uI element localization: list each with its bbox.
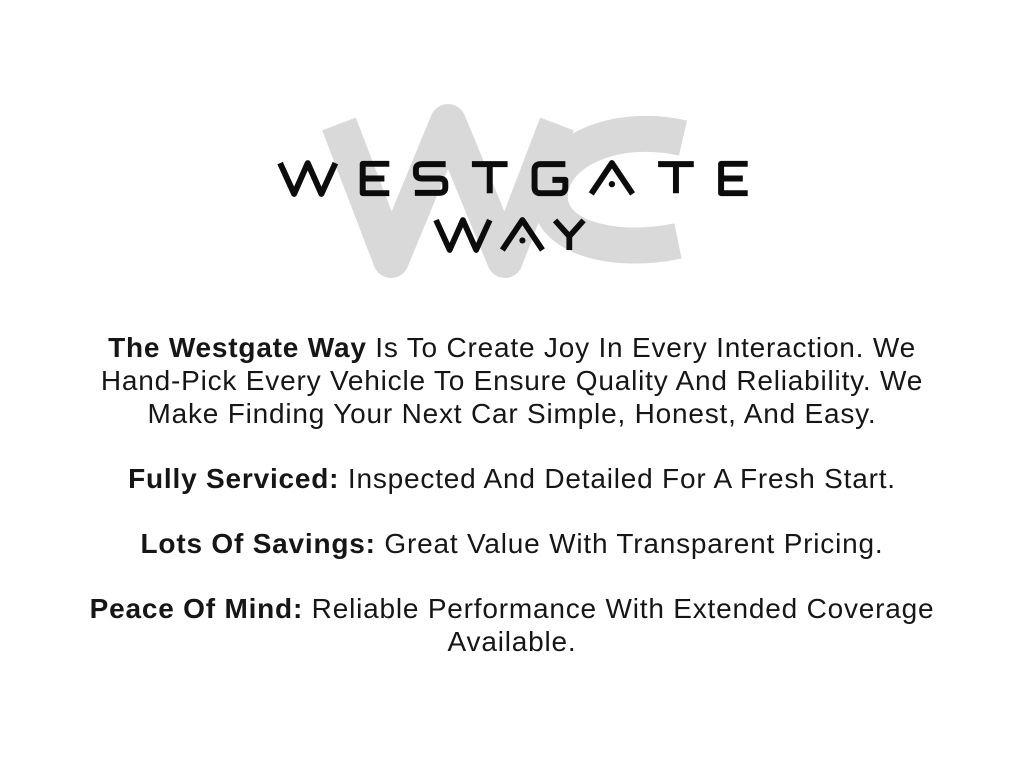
text-line [0,592,1024,625]
body-text: Inspected And Detailed For A Fresh Start. [339,463,896,494]
value-paragraph-2 [0,462,1024,495]
body-text: Available. [447,626,577,657]
lead-in-bold-text: Lots Of Savings: [140,528,376,559]
lead-in-bold-text: Peace Of Mind: [89,593,304,624]
letter-a-dot [519,237,525,243]
value-paragraph-3 [0,527,1024,560]
text-line [0,397,1024,430]
body-copy [0,331,1024,658]
value-paragraph-4 [0,592,1024,658]
lead-in-bold-text: The Westgate Way [108,332,367,363]
logo-letter-t [658,164,694,193]
logo-letter-e [721,164,748,193]
body-text: Great Value With Transparent Pricing. [375,528,884,559]
body-text: Is To Create Joy In Every Interaction. We [366,332,916,363]
logo-letter-a [591,163,632,194]
text-line [0,527,1024,560]
letter-a-dot [609,181,615,187]
value-paragraph-1 [0,331,1024,430]
text-line [0,331,1024,364]
logo-letter-w [280,163,335,194]
text-line [0,625,1024,658]
body-text: Reliable Performance With Extended Coverage [303,593,935,624]
body-text: Hand-Pick Every Vehicle To Ensure Quality And Reliability. We [100,365,924,396]
text-line [0,364,1024,397]
monogram-c-shape [550,134,683,246]
lead-in-bold-text: Fully Serviced: [128,463,340,494]
text-line [0,462,1024,495]
westgate-way-logo [0,0,1024,300]
body-text: Make Finding Your Next Car Simple, Honest, And Easy. [147,398,877,429]
